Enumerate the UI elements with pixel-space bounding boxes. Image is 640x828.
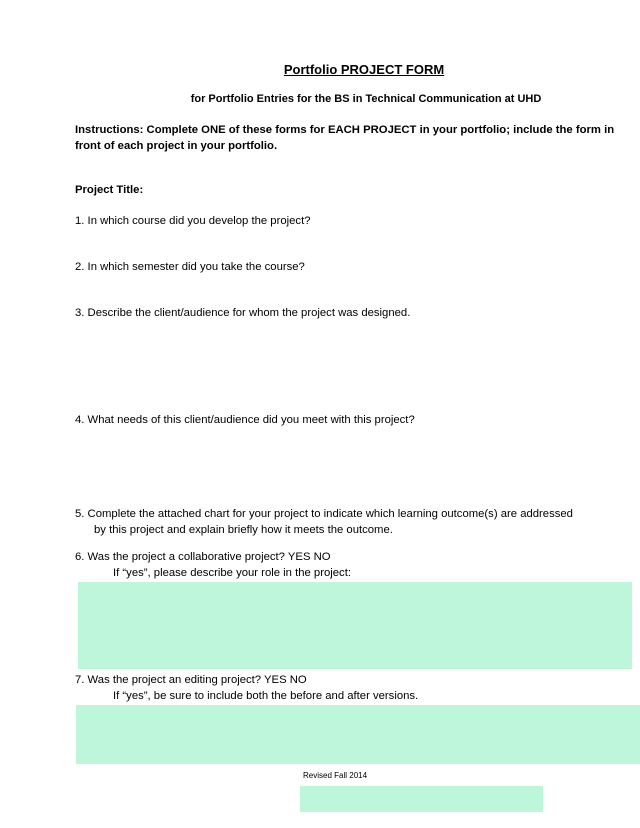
footer-field[interactable] <box>300 786 543 812</box>
editing-project-field[interactable] <box>76 705 640 764</box>
question-7: 7. Was the project an editing project? YES NO <box>75 674 307 686</box>
question-3: 3. Describe the client/audience for whom the project was designed. <box>75 307 411 319</box>
question-6-instruction: If “yes”, please describe your role in the project: <box>113 567 351 579</box>
question-5-line-1: 5. Complete the attached chart for your project to indicate which learning outcome(s) are addressed <box>75 508 573 520</box>
collaborative-role-field[interactable] <box>78 582 632 669</box>
form-title: Portfolio PROJECT FORM <box>283 62 445 77</box>
question-5-line-2: by this project and explain briefly how it meets the outcome. <box>94 524 393 536</box>
project-title-label: Project Title: <box>75 184 144 196</box>
question-5 <box>75 506 615 538</box>
question-4: 4. What needs of this client/audience did you meet with this project? <box>75 414 415 426</box>
question-6: 6. Was the project a collaborative project? YES NO <box>75 551 331 563</box>
question-7-instruction: If “yes”, be sure to include both the before and after versions. <box>113 690 419 702</box>
form-subtitle: for Portfolio Entries for the BS in Technical Communication at UHD <box>190 93 542 105</box>
instructions: Instructions: Complete ONE of these forms for EACH PROJECT in your portfolio; include the form in front of each project in your portfolio. <box>75 124 615 152</box>
revision-note: Revised Fall 2014 <box>303 771 368 780</box>
question-2: 2. In which semester did you take the course? <box>75 261 305 273</box>
question-1: 1. In which course did you develop the project? <box>75 215 311 227</box>
